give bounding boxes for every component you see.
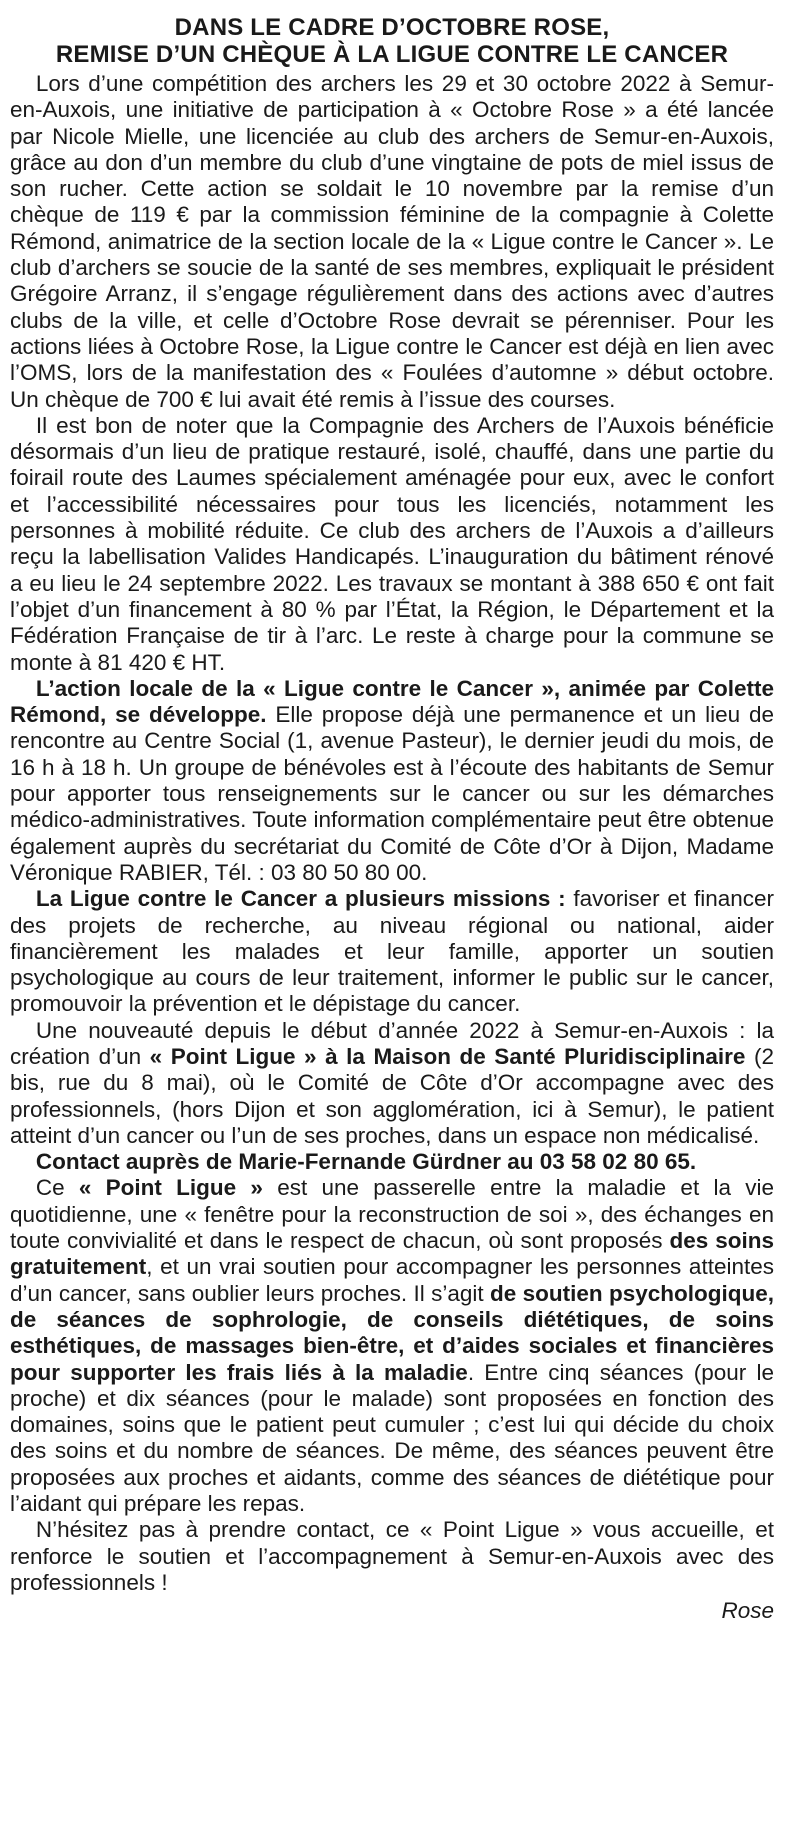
paragraph-archers-venue: Il est bon de noter que la Compagnie des Archers de l’Auxois bénéficie désormais d’un lieu de pratique restauré, isolé, chauffé, dans une partie du foirail route des Laumes spécialement aménagée pour eux, avec le confort et l’accessibilité nécessaires pour tous les licenciés, notamment les personnes à mobilité réduite. Ce club des archers de l’Auxois a d’ailleurs reçu la labellisation Valides Handicapés. L’inauguration du bâtiment rénové a eu lieu le 24 septembre 2022. Les travaux se montant à 388 650 € ont fait l’objet d’un financement à 80 % par l’État, la Région, le Département et la Fédération Française de tir à l’arc. Le reste à charge pour la commune se monte à 81 420 € HT. [10,412,774,675]
article-title-line-2: REMISE D’UN CHÈQUE À LA LIGUE CONTRE LE CANCER [55,41,729,68]
contact-line: Contact auprès de Marie-Fernande Gürdner au 03 58 02 80 65. [35,1149,697,1175]
services-free-care: des soins gratuitement [10,1228,775,1280]
paragraph-local-action [10,676,774,886]
paragraph-point-ligue-creation [10,1018,774,1149]
article-signature: Rose [721,1598,774,1624]
local-action-text: Elle propose déjà une permanence et un lieu de rencontre au Centre Social (1, avenue Pasteur), le dernier jeudi du mois, de 16 h à 18 h. Un groupe de bénévoles est à l’écoute des habitants de Semur pour apporter tous renseignements sur le cancer ou sur les démarches médico-administratives. Toute information complémentaire peut être obtenue également auprès du secrétariat du Comité de Côte d’Or à Dijon, Madame Véronique RABIER, Tél. : 03 80 50 80 00. [10,702,775,885]
services-point-ligue: « Point Ligue » [78,1175,263,1201]
paragraph-archers-event: Lors d’une compétition des archers les 29 et 30 octobre 2022 à Semur-en-Auxois, une initiative de participation à « Octobre Rose » a été lancée par Nicole Mielle, une licenciée au club des archers de Semur-en-Auxois, grâce au don d’un membre du club d’une vingtaine de pots de miel issus de son rucher. Cette action se soldait le 10 novembre par la remise d’un chèque de 119 € par la commission féminine de la compagnie à Colette Rémond, animatrice de la section locale de la « Ligue contre le Cancer ». Le club d’archers se soucie de la santé de ses membres, expliquait le président Grégoire Arranz, il s’engage régulièrement dans des actions avec d’autres clubs de la ville, et celle d’Octobre Rose devrait se pérenniser. Pour les actions liées à Octobre Rose, la Ligue contre le Cancer est déjà en lien avec l’OMS, lors de la manifestation des « Foulées d’automne » début octobre. Un chèque de 700 € lui avait été remis à l’issue des courses. [10,71,774,412]
point-ligue-details: (2 bis, rue du 8 mai), où le Comité de Côte d’Or accompagne avec des professionnels, (hors Dijon et son agglomération, ici à Semur), le patient atteint d’un cancer ou l’un de ses proches, dans un espace non médicalisé. [10,1043,774,1148]
services-list: de soutien psychologique, de séances de sophrologie, de conseils diététiques, de soins esthétiques, de massages bien-être, et d’aides sociales et financières pour supporter les frais liés à la maladie [10,1280,774,1385]
services-text-a: Ce [35,1175,79,1201]
article-title-line-1: DANS LE CADRE D’OCTOBRE ROSE, [174,14,610,41]
paragraph-closing: N’hésitez pas à prendre contact, ce « Point Ligue » vous accueille, et renforce le soutien et l’accompagnement à Semur-en-Auxois avec des professionnels ! [10,1517,774,1595]
article-title [10,14,774,68]
missions-text: favoriser et financer des projets de recherche, au niveau régional ou national, aider financièrement les malades et leur famille, apporter un soutien psychologique au cours de leur traitement, informer le public sur le cancer, promouvoir la prévention et le dépistage du cancer. [10,886,774,1017]
services-text-d: , et un vrai soutien pour accompagner les personnes atteintes d’un cancer, sans oublier leurs proches. Il s’agit [10,1254,774,1306]
point-ligue-intro: Une nouveauté depuis le début d’année 2022 à Semur-en-Auxois : la création d’un [10,1017,774,1069]
local-action-heading: L’action locale de la « Ligue contre le Cancer », animée par Colette Rémond, se développe. [10,675,774,728]
point-ligue-location: « Point Ligue » à la Maison de Santé Pluridisciplinaire [149,1043,746,1069]
paragraph-contact [10,1149,774,1175]
services-text-c: est une passerelle entre la maladie et la vie quotidienne, une « fenêtre pour la reconstruction de soi », des échanges en toute convivialité et dans le respect de chacun, où sont proposés [10,1175,774,1254]
paragraph-point-ligue-services [10,1175,774,1517]
missions-heading: La Ligue contre le Cancer a plusieurs missions : [35,886,566,912]
paragraph-missions [10,886,774,1017]
services-text-e: . Entre cinq séances (pour le proche) et dix séances (pour le malade) sont proposées en fonction des domaines, soins que le patient peut cumuler ; c’est lui qui décide du choix des soins et du nombre de séances. De même, des séances peuvent être proposées aux proches et aidants, comme des séances de diététique pour l’aidant qui prépare les repas. [10,1359,774,1517]
